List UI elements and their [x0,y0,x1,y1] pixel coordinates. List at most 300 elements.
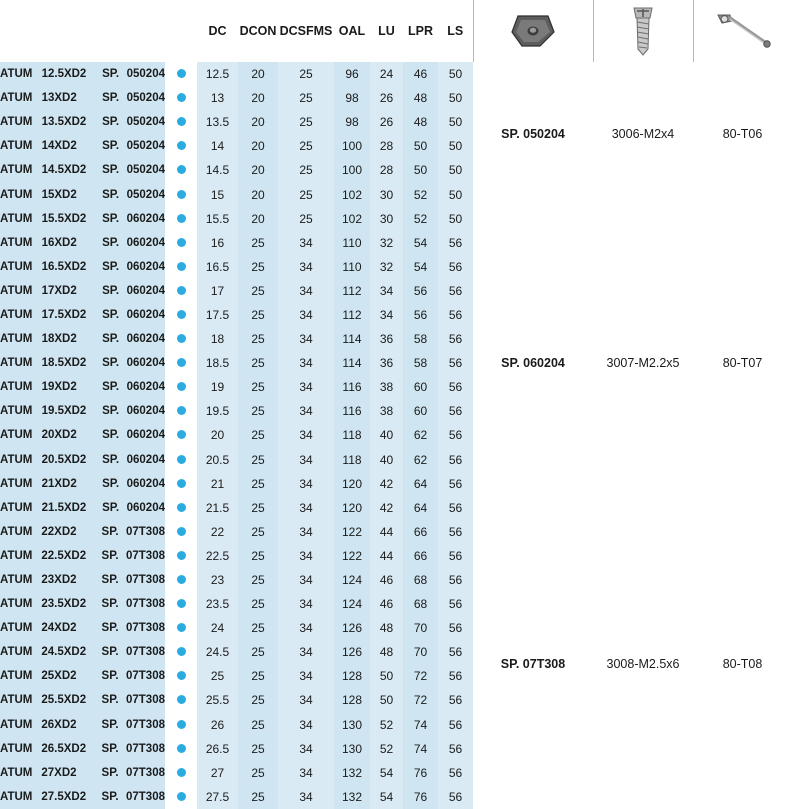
row-designation [0,110,165,134]
cell-dcsfms: 34 [278,279,334,303]
cell-dcsfms: 34 [278,472,334,496]
row-marker-cell [165,496,197,520]
table-row[interactable] [0,62,792,86]
cell-ls: 50 [438,158,473,182]
cell-oal: 132 [334,761,370,785]
row-sp: SP. [102,454,127,466]
cell-dcon: 25 [238,544,278,568]
row-prefix: ATUM [0,454,42,466]
row-size: 13.5XD2 [42,116,102,128]
cell-lpr: 52 [403,182,438,206]
cell-lpr: 64 [403,496,438,520]
group-insert-code: SP. 07T308 [473,520,593,809]
cell-dcon: 25 [238,616,278,640]
bullet-icon [177,117,186,126]
cell-dc: 17 [197,279,238,303]
row-sp: SP. [102,574,126,586]
row-code: 050204 [127,68,165,80]
cell-dcon: 20 [238,207,278,231]
row-marker-cell [165,279,197,303]
row-sp: SP. [102,622,126,634]
cell-lu: 28 [370,134,403,158]
cell-dc: 26 [197,713,238,737]
cell-dc: 19 [197,375,238,399]
header-dcsfms: DCSFMS [278,0,334,62]
cell-dcon: 25 [238,255,278,279]
cell-lpr: 48 [403,86,438,110]
row-code: 060204 [127,213,165,225]
cell-lpr: 58 [403,327,438,351]
bullet-icon [177,527,186,536]
cell-ls: 56 [438,664,473,688]
cell-dcsfms: 34 [278,496,334,520]
cell-oal: 130 [334,713,370,737]
cell-ls: 50 [438,110,473,134]
cell-lpr: 74 [403,737,438,761]
group-key-code: 80-T07 [693,207,792,520]
row-marker-cell [165,568,197,592]
group-key-code: 80-T06 [693,62,792,207]
cell-dc: 21.5 [197,496,238,520]
row-size: 25XD2 [41,670,101,682]
bullet-icon [177,503,186,512]
cell-dcsfms: 34 [278,664,334,688]
row-sp: SP. [102,646,126,658]
row-code: 060204 [127,357,165,369]
header-dc: DC [197,0,238,62]
row-designation [0,207,165,231]
row-sp: SP. [102,670,126,682]
row-code: 07T308 [126,526,165,538]
row-marker-cell [165,375,197,399]
row-code: 07T308 [126,646,165,658]
cell-dcsfms: 34 [278,351,334,375]
header-insert-picture [473,0,593,62]
cell-lpr: 76 [403,761,438,785]
cell-lu: 38 [370,399,403,423]
cell-lu: 48 [370,640,403,664]
cell-lpr: 70 [403,616,438,640]
row-sp: SP. [102,68,127,80]
cell-oal: 130 [334,737,370,761]
cell-ls: 56 [438,448,473,472]
bullet-icon [177,93,186,102]
cell-lu: 52 [370,713,403,737]
row-prefix: ATUM [0,502,42,514]
cell-lu: 38 [370,375,403,399]
table-row[interactable] [0,520,792,544]
bullet-icon [177,382,186,391]
row-prefix: ATUM [0,526,41,538]
row-code: 07T308 [126,767,165,779]
cell-oal: 100 [334,134,370,158]
bullet-icon [177,310,186,319]
cell-oal: 100 [334,158,370,182]
row-prefix: ATUM [0,646,41,658]
header-lu: LU [370,0,403,62]
row-code: 07T308 [126,574,165,586]
cell-ls: 56 [438,472,473,496]
group-screw-code: 3007-M2.2x5 [593,207,693,520]
row-size: 26.5XD2 [41,743,101,755]
header-blank-name [0,0,165,62]
cell-dcon: 25 [238,664,278,688]
row-code: 07T308 [126,598,165,610]
bullet-icon [177,406,186,415]
row-marker-cell [165,785,197,809]
row-sp: SP. [102,598,126,610]
row-designation [0,496,165,520]
row-size: 25.5XD2 [41,694,101,706]
row-size: 16XD2 [42,237,102,249]
row-designation [0,279,165,303]
cell-dcsfms: 25 [278,110,334,134]
row-prefix: ATUM [0,670,41,682]
row-sp: SP. [102,526,126,538]
cell-dcon: 20 [238,86,278,110]
row-code: 060204 [127,454,165,466]
row-marker-cell [165,182,197,206]
row-sp: SP. [102,767,126,779]
cell-dcsfms: 34 [278,231,334,255]
cell-ls: 56 [438,737,473,761]
row-sp: SP. [102,357,127,369]
row-prefix: ATUM [0,719,41,731]
cell-dcsfms: 25 [278,134,334,158]
row-prefix: ATUM [0,694,41,706]
cell-lu: 34 [370,303,403,327]
row-designation [0,520,165,544]
row-sp: SP. [102,309,127,321]
row-prefix: ATUM [0,261,42,273]
cell-dcon: 25 [238,761,278,785]
row-marker-cell [165,688,197,712]
cell-dc: 23.5 [197,592,238,616]
cell-lpr: 66 [403,520,438,544]
row-sp: SP. [102,719,126,731]
cell-dcsfms: 34 [278,713,334,737]
bullet-icon [177,599,186,608]
row-size: 21XD2 [42,478,102,490]
row-code: 060204 [127,405,165,417]
row-code: 050204 [127,189,165,201]
cell-oal: 118 [334,423,370,447]
cell-dcon: 25 [238,279,278,303]
row-size: 26XD2 [41,719,101,731]
row-prefix: ATUM [0,478,42,490]
row-designation [0,544,165,568]
cell-dc: 18 [197,327,238,351]
header-ls: LS [438,0,473,62]
row-size: 17XD2 [42,285,102,297]
cell-dc: 25.5 [197,688,238,712]
cell-dcon: 25 [238,351,278,375]
bullet-icon [177,141,186,150]
row-sp: SP. [102,164,127,176]
bullet-icon [177,238,186,247]
cell-dcon: 25 [238,327,278,351]
row-size: 23XD2 [41,574,101,586]
row-sp: SP. [102,743,126,755]
table-row[interactable] [0,207,792,231]
cell-dcsfms: 34 [278,399,334,423]
cell-dcon: 25 [238,640,278,664]
bullet-icon [177,551,186,560]
bullet-icon [177,455,186,464]
cell-lpr: 56 [403,279,438,303]
row-designation [0,592,165,616]
row-marker-cell [165,448,197,472]
cell-lu: 26 [370,86,403,110]
insert-icon [474,3,593,59]
cell-lpr: 74 [403,713,438,737]
row-size: 19XD2 [42,381,102,393]
cell-ls: 56 [438,713,473,737]
cell-dc: 19.5 [197,399,238,423]
row-designation [0,351,165,375]
row-prefix: ATUM [0,574,41,586]
row-sp: SP. [102,478,127,490]
cell-lu: 32 [370,255,403,279]
cell-lpr: 70 [403,640,438,664]
row-prefix: ATUM [0,164,42,176]
cell-oal: 114 [334,327,370,351]
cell-dc: 17.5 [197,303,238,327]
row-size: 17.5XD2 [42,309,102,321]
row-marker-cell [165,158,197,182]
row-marker-cell [165,327,197,351]
cell-dc: 22.5 [197,544,238,568]
row-code: 07T308 [126,743,165,755]
cell-dcsfms: 34 [278,568,334,592]
bullet-icon [177,623,186,632]
row-code: 060204 [127,478,165,490]
row-code: 060204 [127,502,165,514]
cell-oal: 112 [334,303,370,327]
row-size: 19.5XD2 [42,405,102,417]
row-sp: SP. [102,237,127,249]
cell-lpr: 62 [403,423,438,447]
bullet-icon [177,647,186,656]
row-designation [0,423,165,447]
row-prefix: ATUM [0,189,42,201]
row-designation [0,231,165,255]
row-size: 27.5XD2 [41,791,101,803]
bullet-icon [177,190,186,199]
cell-lpr: 66 [403,544,438,568]
bullet-icon [177,720,186,729]
cell-dc: 24 [197,616,238,640]
row-prefix: ATUM [0,550,41,562]
cell-ls: 50 [438,134,473,158]
row-sp: SP. [102,140,127,152]
cell-lu: 36 [370,351,403,375]
row-prefix: ATUM [0,309,42,321]
cell-dcsfms: 34 [278,375,334,399]
row-prefix: ATUM [0,357,42,369]
cell-lu: 54 [370,761,403,785]
row-code: 060204 [127,237,165,249]
row-marker-cell [165,520,197,544]
row-marker-cell [165,86,197,110]
cell-lu: 46 [370,592,403,616]
row-prefix: ATUM [0,405,42,417]
row-code: 060204 [127,309,165,321]
cell-ls: 50 [438,62,473,86]
bullet-icon [177,358,186,367]
cell-lu: 44 [370,544,403,568]
row-designation [0,327,165,351]
row-size: 23.5XD2 [41,598,101,610]
cell-lpr: 62 [403,448,438,472]
row-code: 060204 [127,285,165,297]
cell-oal: 98 [334,86,370,110]
cell-dcon: 20 [238,134,278,158]
cell-ls: 56 [438,616,473,640]
row-designation [0,664,165,688]
cell-dcon: 25 [238,688,278,712]
row-prefix: ATUM [0,333,42,345]
cell-lu: 52 [370,737,403,761]
cell-dcon: 25 [238,713,278,737]
row-designation [0,62,165,86]
row-prefix: ATUM [0,598,41,610]
cell-oal: 120 [334,472,370,496]
row-prefix: ATUM [0,68,42,80]
group-screw-code: 3008-M2.5x6 [593,520,693,809]
cell-lu: 44 [370,520,403,544]
cell-ls: 56 [438,327,473,351]
row-size: 21.5XD2 [42,502,102,514]
cell-dc: 14 [197,134,238,158]
cell-dc: 14.5 [197,158,238,182]
row-designation [0,399,165,423]
table-header-row [0,0,792,62]
cell-lu: 42 [370,472,403,496]
cell-dc: 13.5 [197,110,238,134]
cell-dcsfms: 25 [278,158,334,182]
row-designation [0,688,165,712]
header-dcon: DCON [238,0,278,62]
row-code: 07T308 [126,719,165,731]
cell-dcsfms: 25 [278,86,334,110]
cell-dc: 12.5 [197,62,238,86]
cell-dc: 25 [197,664,238,688]
wrench-key-icon [694,3,792,59]
row-designation [0,182,165,206]
cell-dcon: 25 [238,592,278,616]
row-designation [0,785,165,809]
row-code: 060204 [127,261,165,273]
cell-dcon: 25 [238,496,278,520]
cell-dcsfms: 34 [278,303,334,327]
row-designation [0,640,165,664]
cell-dc: 16 [197,231,238,255]
row-size: 14XD2 [42,140,102,152]
cell-dc: 22 [197,520,238,544]
cell-oal: 98 [334,110,370,134]
cell-ls: 56 [438,399,473,423]
row-code: 050204 [127,116,165,128]
row-code: 07T308 [126,670,165,682]
cell-ls: 56 [438,640,473,664]
cell-dcon: 25 [238,568,278,592]
bullet-icon [177,744,186,753]
cell-lu: 28 [370,158,403,182]
cell-dcon: 25 [238,448,278,472]
group-insert-code: SP. 060204 [473,207,593,520]
cell-dc: 27 [197,761,238,785]
cell-oal: 116 [334,375,370,399]
bullet-icon [177,792,186,801]
cell-dc: 26.5 [197,737,238,761]
row-prefix: ATUM [0,381,42,393]
cell-ls: 56 [438,255,473,279]
cell-lpr: 54 [403,255,438,279]
row-designation [0,134,165,158]
row-prefix: ATUM [0,285,42,297]
row-marker-cell [165,207,197,231]
row-prefix: ATUM [0,429,42,441]
cell-lpr: 46 [403,62,438,86]
row-designation [0,158,165,182]
cell-lpr: 52 [403,207,438,231]
cell-ls: 56 [438,279,473,303]
row-marker-cell [165,472,197,496]
row-marker-cell [165,255,197,279]
row-sp: SP. [102,791,126,803]
cell-oal: 132 [334,785,370,809]
cell-oal: 118 [334,448,370,472]
cell-dc: 20 [197,423,238,447]
row-size: 18XD2 [42,333,102,345]
cell-dc: 18.5 [197,351,238,375]
cell-lpr: 72 [403,664,438,688]
row-designation [0,303,165,327]
cell-dc: 23 [197,568,238,592]
cell-dc: 24.5 [197,640,238,664]
cell-lu: 34 [370,279,403,303]
cell-ls: 56 [438,568,473,592]
bullet-icon [177,479,186,488]
cell-lpr: 64 [403,472,438,496]
row-size: 13XD2 [42,92,102,104]
cell-ls: 56 [438,520,473,544]
bullet-icon [177,286,186,295]
cell-ls: 56 [438,303,473,327]
cell-dcsfms: 34 [278,544,334,568]
cell-ls: 50 [438,86,473,110]
cell-dcsfms: 34 [278,423,334,447]
row-prefix: ATUM [0,743,41,755]
cell-dcon: 20 [238,110,278,134]
cell-oal: 126 [334,616,370,640]
cell-dcsfms: 34 [278,785,334,809]
row-size: 24XD2 [41,622,101,634]
row-prefix: ATUM [0,116,42,128]
cell-ls: 56 [438,785,473,809]
row-prefix: ATUM [0,767,41,779]
cell-lu: 48 [370,616,403,640]
screw-icon [594,3,693,59]
cell-lu: 30 [370,182,403,206]
row-designation [0,737,165,761]
cell-oal: 124 [334,592,370,616]
row-size: 24.5XD2 [41,646,101,658]
bullet-icon [177,575,186,584]
row-size: 22.5XD2 [41,550,101,562]
cell-dcsfms: 34 [278,616,334,640]
